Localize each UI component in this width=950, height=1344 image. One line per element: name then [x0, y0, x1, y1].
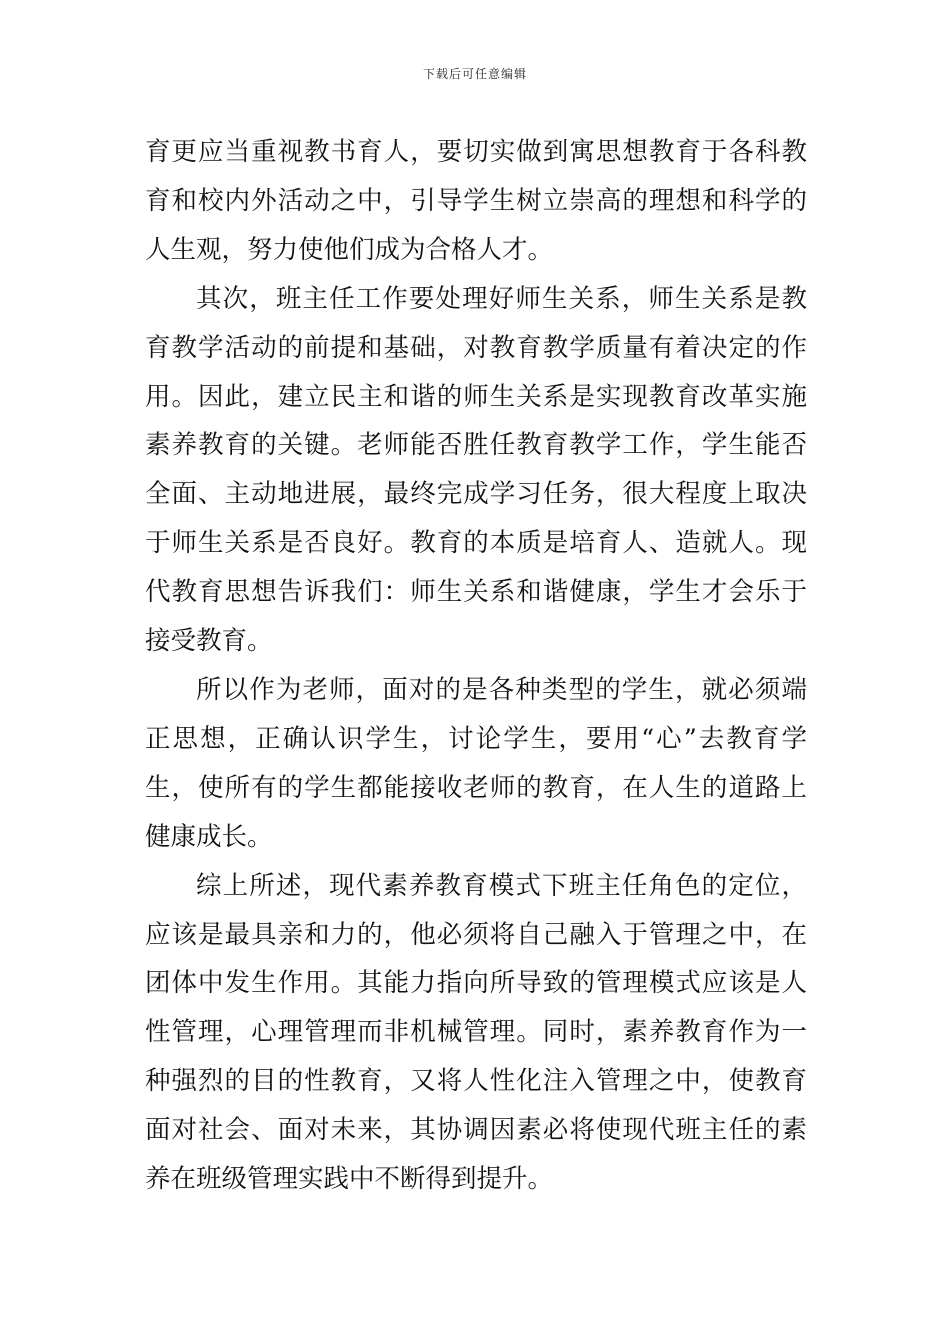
- paragraph-conclusion: 综上所述，现代素养教育模式下班主任角色的定位，应该是最具亲和力的，他必须将自己融入于管理之中，在团体中发生作用。其能力指向所导致的管理模式应该是人性管理，心理管理而非机械管理。同时，素养教育作为一种强烈的目的性教育，又将人性化注入管理之中，使教育面对社会、面对未来，其协调因素必将使现代班主任的素养在班级管理实践中不断得到提升。: [145, 870, 807, 1195]
- paragraph-continued: 育更应当重视教书育人，要切实做到寓思想教育于各科教育和校内外活动之中，引导学生树立崇高的理想和科学的人生观，努力使他们成为合格人才。: [145, 137, 807, 265]
- paragraph-teacher-student-relationship: 其次，班主任工作要处理好师生关系，师生关系是教育教学活动的前提和基础，对教育教学质量有着决定的作用。因此，建立民主和谐的师生关系是实现教育改革实施素养教育的关键。老师能否胜任教育教学工作，学生能否全面、主动地进展，最终完成学习任务，很大程度上取决于师生关系是否良好。教育的本质是培育人、造就人。现代教育思想告诉我们：师生关系和谐健康，学生才会乐于接受教育。: [145, 283, 807, 657]
- page-header: 下载后可任意编辑: [422, 67, 527, 81]
- paragraph-educate-with-heart: 所以作为老师，面对的是各种类型的学生，就必须端正思想，正确认识学生，讨论学生，要用“心”去教育学生，使所有的学生都能接收老师的教育，在人生的道路上健康成长。: [145, 674, 807, 852]
- document-body: [145, 128, 807, 1204]
